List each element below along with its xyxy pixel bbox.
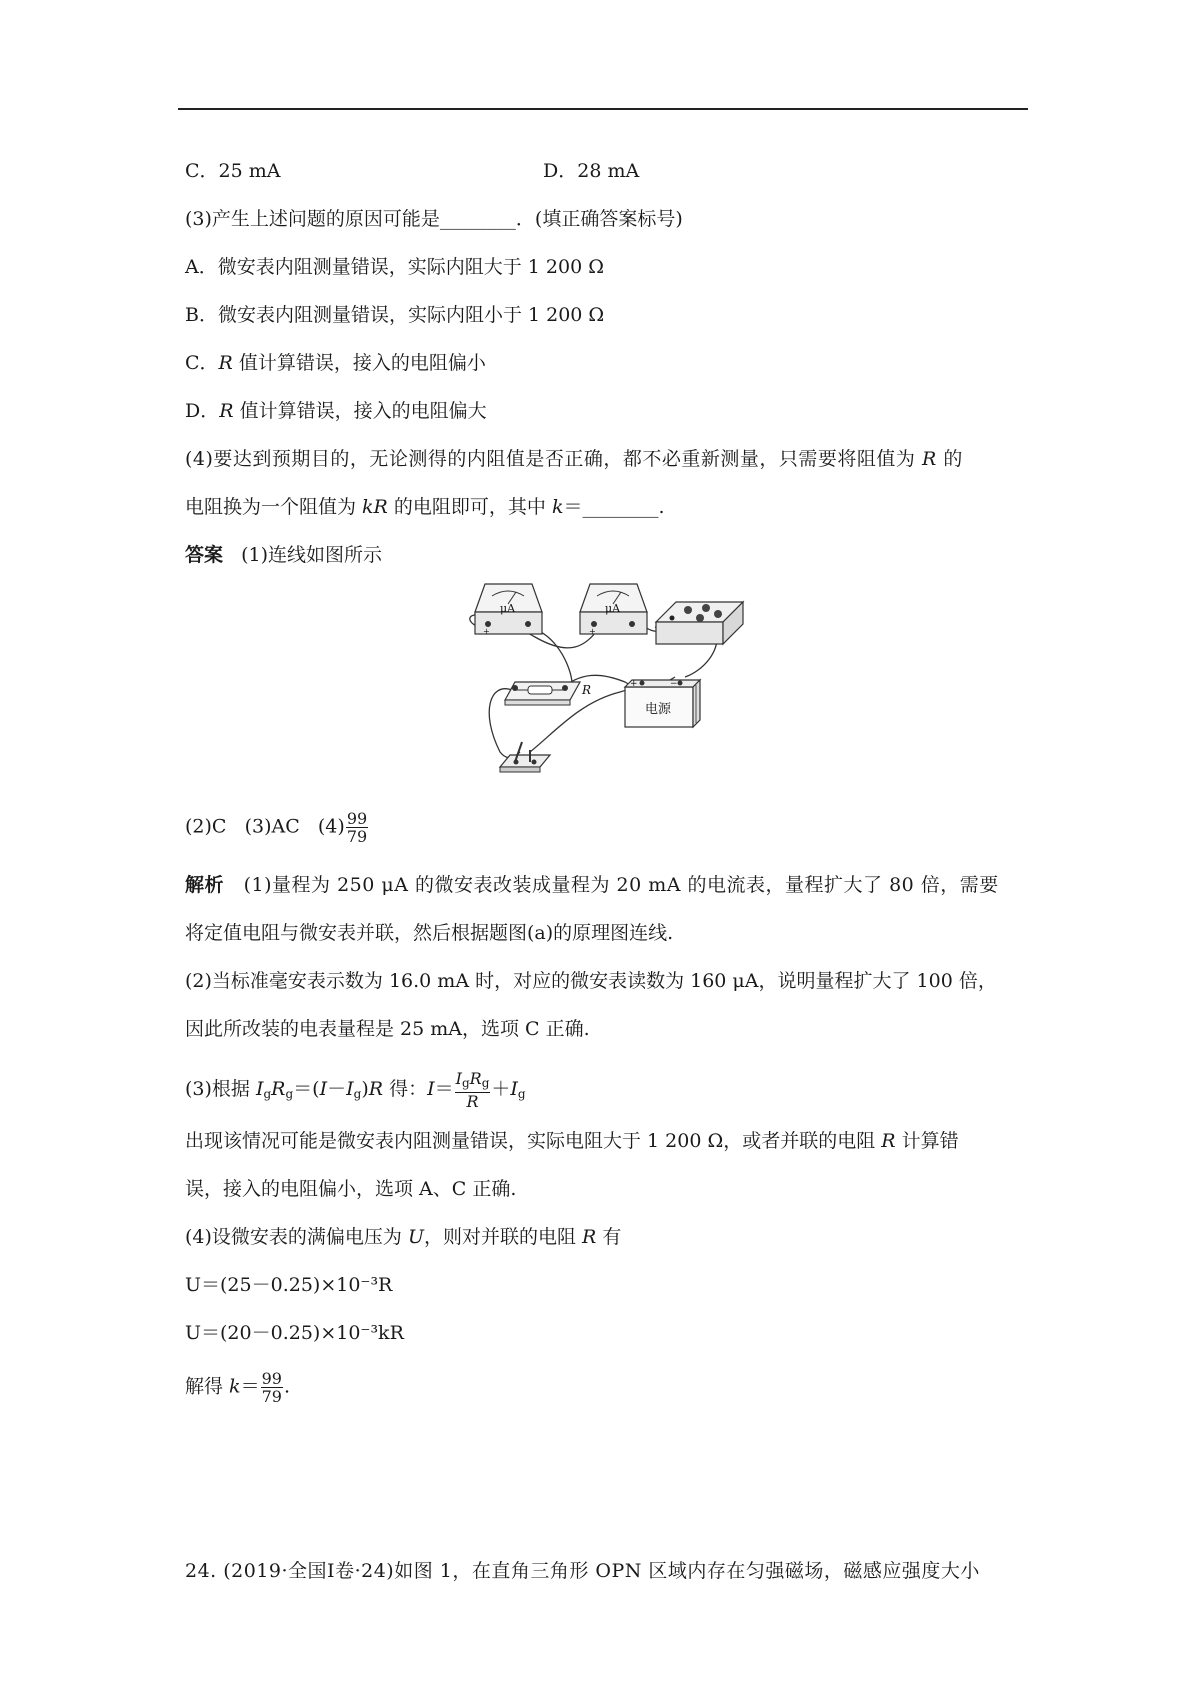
analysis-p1-line1: 解析 (1)量程为 250 μA 的微安表改装成量程为 20 mA 的电流表，量程扩大了 80 倍，需要 [185,874,999,896]
meter-label: μA [500,602,516,615]
answer-parts: (2)C (3)AC (4) $\frac{99}{79}$ [185,809,368,846]
option-a-q3: A．微安表内阻测量错误，实际内阻大于 1 200 Ω [185,256,604,278]
fraction: $\frac{99}{79}$ [346,809,368,846]
analysis-solve: 解得 k＝ $\frac{99}{79}$ . [185,1369,290,1406]
analysis-p1-line2: 将定值电阻与微安表并联，然后根据题图(a)的原理图连线. [185,922,674,944]
plus-sign: + [483,627,490,636]
resistor-board [505,682,591,705]
option-d-q2: D．28 mA [543,160,640,182]
option-d-q3: D．R 值计算错误，接入的电阻偏大 [185,400,487,422]
circuit-diagram [460,582,750,787]
question-4-line2: 电阻换为一个阻值为 kR 的电阻即可，其中 k＝________. [185,496,665,518]
microammeter-left [475,584,542,636]
analysis-p3-line3: 误，接入的电阻偏小，选项 A、C 正确. [185,1178,517,1200]
plus-sign: + [630,679,638,689]
fraction: $\frac{I_gR_g}{R}$ [455,1069,490,1111]
microammeter-right [580,584,647,636]
battery-label: 电源 [645,702,672,717]
option-b-q3: B．微安表内阻测量错误，实际内阻小于 1 200 Ω [185,304,605,326]
plus-sign: + [589,627,596,636]
fraction: $\frac{99}{79}$ [261,1369,282,1406]
analysis-p3-line2: 出现该情况可能是微安表内阻测量错误，实际电阻大于 1 200 Ω，或者并联的电阻 R 计算错 [185,1130,959,1152]
analysis-p4-line1: (4)设微安表的满偏电压为 U，则对并联的电阻 R 有 [185,1226,622,1248]
resistor-label: R [582,683,592,697]
question-4-line1: (4)要达到预期目的，无论测得的内阻值是否正确，都不必重新测量，只需要将阻值为 R 的 [185,448,963,470]
header-rule [178,108,1028,110]
analysis-p3-formula: (3)根据 $I_gR_g=(I-I_g)R$ 得：I＝ $\frac{I_gR_g}{R}$ $+I_g$ [185,1069,526,1111]
power-supply [625,679,700,727]
option-c-q3: C．R 值计算错误，接入的电阻偏小 [185,352,486,374]
option-c-q2: C．25 mA [185,160,281,182]
minus-sign: − [670,679,678,689]
answer-heading: 答案 (1)连线如图所示 [185,544,383,566]
meter-label: μA [605,602,621,615]
question-24-intro: 24. (2019·全国Ⅰ卷·24)如图 1，在直角三角形 OPN 区域内存在匀强磁场，磁感应强度大小 [185,1560,980,1582]
analysis-eq2: U＝(20－0.25)×10⁻³kR [185,1322,404,1344]
analysis-p2-line2: 因此所改装的电表量程是 25 mA，选项 C 正确. [185,1018,590,1040]
analysis-p2-line1: (2)当标准毫安表示数为 16.0 mA 时，对应的微安表读数为 160 μA，说明量程扩大了 100 倍， [185,970,997,992]
resistance-box [656,602,743,644]
wire [515,627,572,682]
analysis-eq1: U＝(25－0.25)×10⁻³R [185,1274,393,1296]
question-3-prompt: (3)产生上述问题的原因可能是________．(填正确答案标号) [185,208,683,230]
